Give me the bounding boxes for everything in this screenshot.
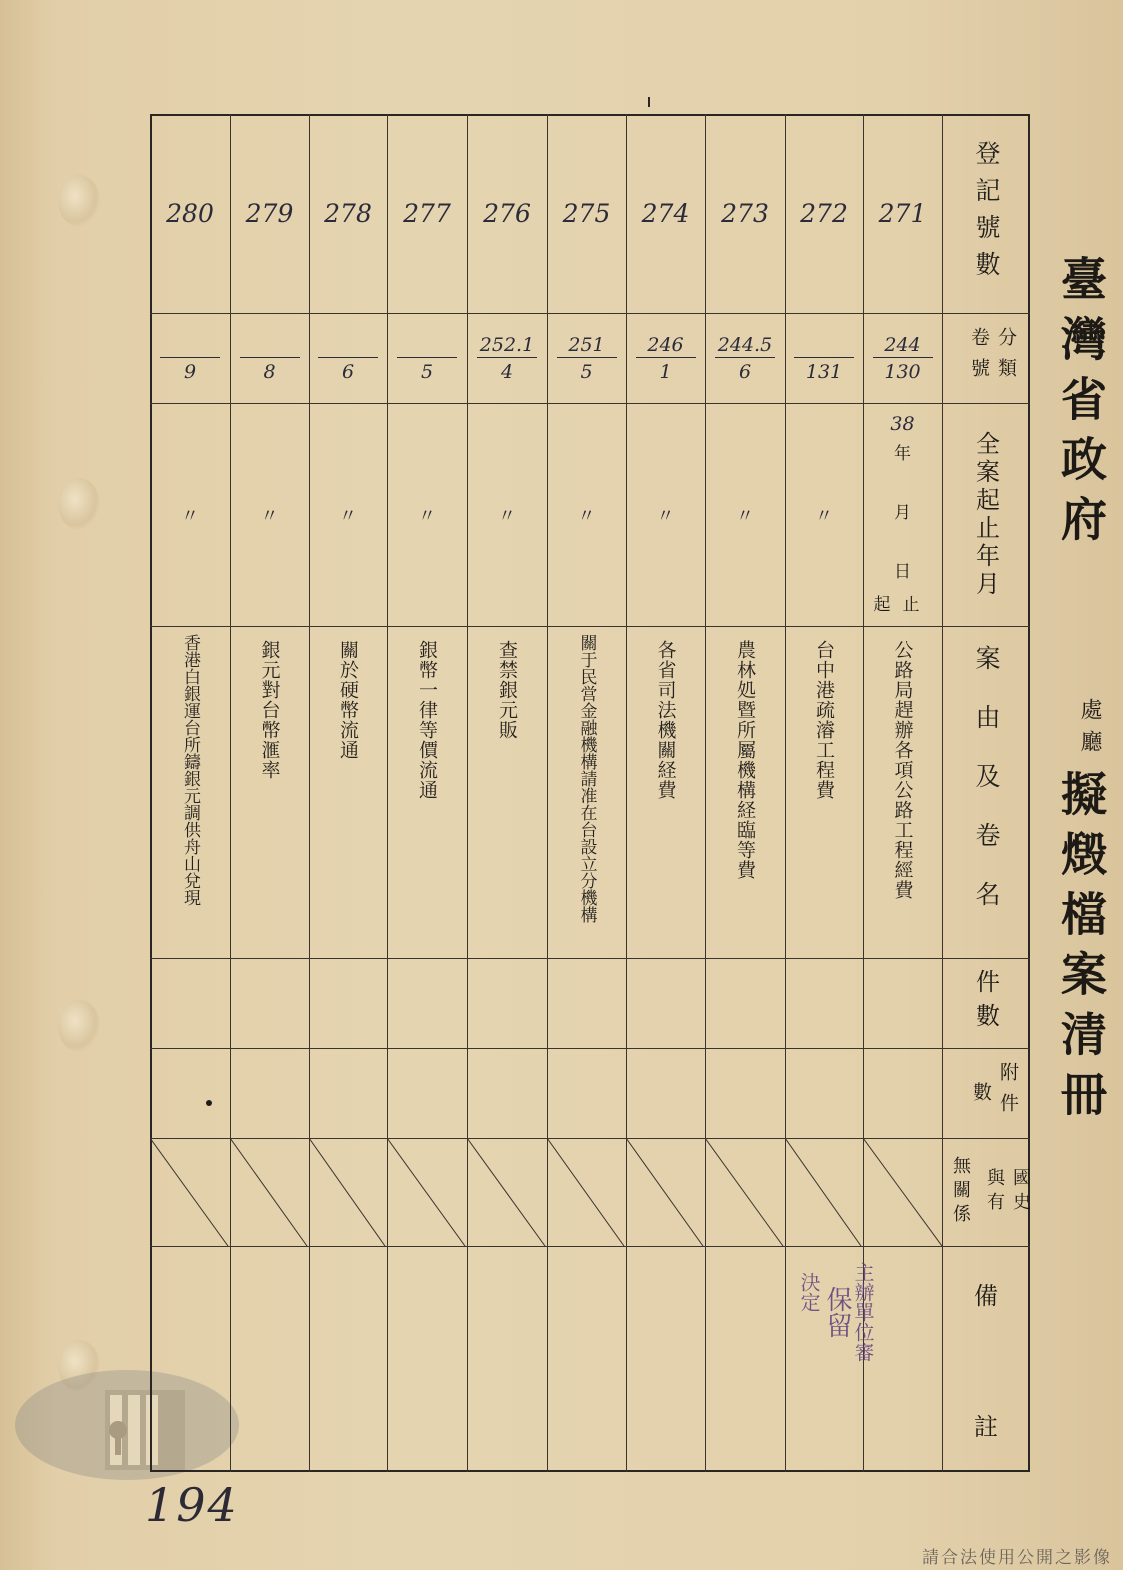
retention-stamp: 主辦單位審 保留 決定 xyxy=(797,1262,875,1362)
row-divider xyxy=(150,958,1030,959)
row-divider xyxy=(150,1246,1030,1247)
row-280-date: 〃 xyxy=(181,505,199,527)
row-277-volume: 5 xyxy=(387,313,467,403)
header-volume-classification: 卷號 分類 xyxy=(968,327,1017,389)
row-273-volume: $\frac{244.5}{6}$ xyxy=(705,313,785,403)
header-history-relation: 無關係 與有 國史 xyxy=(950,1156,1031,1228)
row-277-reg-no: 277 xyxy=(403,199,451,228)
document-title: 臺灣省政府 xyxy=(1054,255,1108,555)
department-label: 處廳 xyxy=(1077,698,1102,762)
row-divider xyxy=(150,1048,1030,1049)
header-subject: 案由及卷名 xyxy=(972,644,1001,940)
binding-hole xyxy=(58,175,100,227)
row-271-subject: 公路局趕辦各項公路工程經費 xyxy=(891,640,914,900)
row-272-volume: 131 xyxy=(785,313,863,403)
row-276-subject: 查禁銀元販 xyxy=(496,640,518,740)
row-272-reg-no: 272 xyxy=(800,199,848,228)
row-280-subject: 香港白銀運台所鑄銀元調供舟山兌現 xyxy=(180,634,200,906)
row-271-volume: $\frac{244}{130}$ xyxy=(863,313,942,403)
binding-hole xyxy=(58,1000,100,1052)
row-277-date: 〃 xyxy=(418,505,436,527)
binding-hole xyxy=(58,478,100,530)
document-subtitle: 擬燬檔案清冊 xyxy=(1054,770,1108,1130)
row-276-volume: $\frac{252.1}{4}$ xyxy=(467,313,547,403)
row-274-subject: 各省司法機關経費 xyxy=(654,640,677,800)
row-275-subject: 關于民営金融機構請准在台設立分機構 xyxy=(576,634,597,923)
ink-dot xyxy=(206,1100,212,1106)
row-275-reg-no: 275 xyxy=(562,199,611,228)
row-277-subject: 銀幣一律等價流通 xyxy=(416,640,438,800)
row-272-date: 〃 xyxy=(815,505,833,527)
row-280-reg-no: 280 xyxy=(166,199,214,228)
row-278-reg-no: 278 xyxy=(324,199,372,228)
history-row-diagonals xyxy=(150,1138,942,1246)
row-275-date: 〃 xyxy=(577,505,596,527)
page-number: 194 xyxy=(145,1478,239,1532)
row-273-subject: 農林処暨所屬機構経臨等費 xyxy=(734,640,756,880)
header-attachment: 數 附件 xyxy=(970,1062,1019,1124)
header-remarks: 備 註 xyxy=(974,1282,998,1441)
footer-notice: 請合法使用公開之影像 xyxy=(922,1548,1112,1568)
row-275-volume: $\frac{251}{5}$ xyxy=(547,313,626,403)
row-274-date: 〃 xyxy=(656,505,675,527)
row-280-volume: 9 xyxy=(150,313,230,403)
tick-mark xyxy=(648,97,650,107)
row-279-subject: 銀元對台幣滙率 xyxy=(258,640,281,780)
header-registration-no: 登記號數 xyxy=(972,139,1001,288)
header-count: 件數 xyxy=(971,969,1000,1037)
row-279-reg-no: 279 xyxy=(245,199,294,228)
row-279-date: 〃 xyxy=(260,505,279,527)
row-273-date: 〃 xyxy=(736,505,754,527)
row-274-volume: $\frac{246}{1}$ xyxy=(626,313,705,403)
row-274-reg-no: 274 xyxy=(641,199,690,228)
row-271-reg-no: 271 xyxy=(878,199,927,228)
row-276-date: 〃 xyxy=(498,505,516,527)
row-278-subject: 關於硬幣流通 xyxy=(337,640,359,760)
row-279-volume: 8 xyxy=(230,313,309,403)
header-date-range: 全案起止年月 xyxy=(971,430,1000,599)
row-278-date: 〃 xyxy=(339,505,357,527)
row-271-date: 38 年 月 日 起止 xyxy=(873,413,932,615)
row-272-subject: 台中港疏濬工程費 xyxy=(813,640,835,800)
row-273-reg-no: 273 xyxy=(721,199,769,228)
row-278-volume: 6 xyxy=(309,313,387,403)
row-276-reg-no: 276 xyxy=(483,199,531,228)
